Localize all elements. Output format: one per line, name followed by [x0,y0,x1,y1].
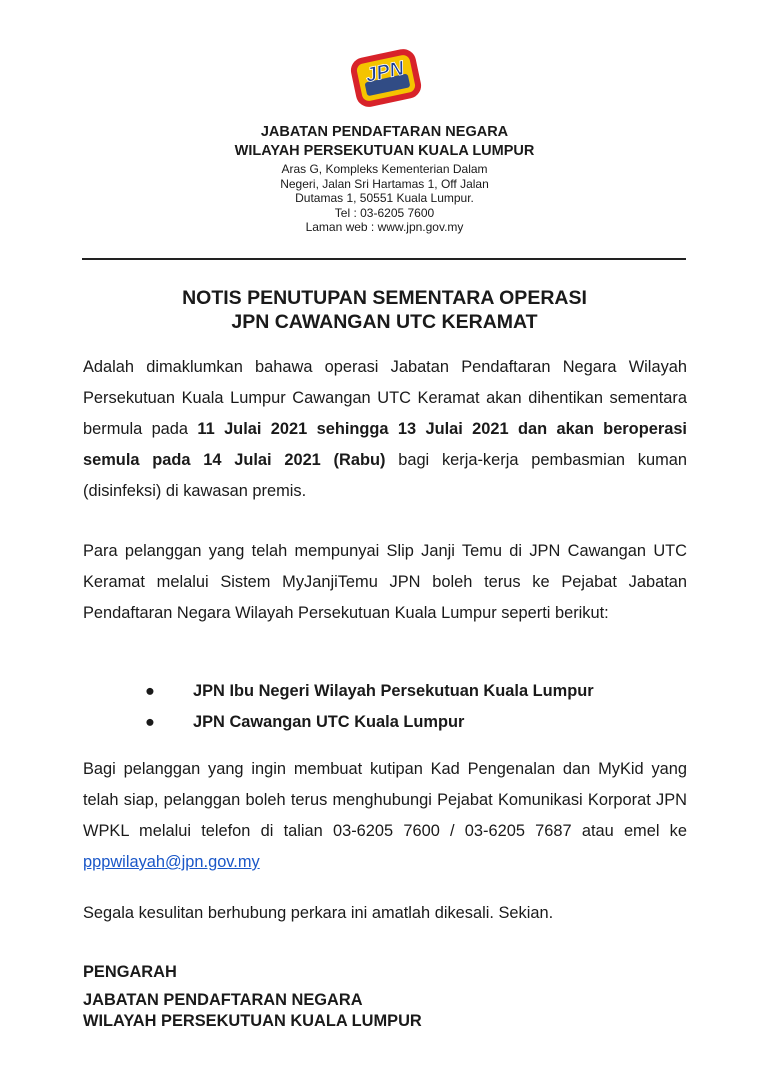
jpn-logo [346,40,426,116]
address-website: Laman web : www.jpn.gov.my [305,220,464,235]
paragraph-contact [83,754,687,878]
notice-title-line2: JPN CAWANGAN UTC KERAMAT [231,311,538,333]
org-name-line2: WILAYAH PERSEKUTUAN KUALA LUMPUR [234,143,535,159]
list-item-label: JPN Cawangan UTC Kuala Lumpur [193,713,465,731]
address-line: Aras G, Kompleks Kementerian Dalam [281,162,488,176]
address-block [0,162,769,235]
closure-dates: 11 Julai 2021 sehingga 13 Julai 2021 dan akan beroperasi semula pada 14 Julai 2021 (Rabu) [83,420,687,469]
paragraph-closure [83,352,687,507]
email-link[interactable]: pppwilayah@jpn.gov.my [83,853,260,871]
signature-org-line2: WILAYAH PERSEKUTUAN KUALA LUMPUR [83,1012,422,1030]
list-item-label: JPN Ibu Negeri Wilayah Persekutuan Kuala Lumpur [193,682,594,700]
org-name-line1: JABATAN PENDAFTARAN NEGARA [260,124,509,140]
list-item [83,707,687,738]
contact-text: Bagi pelanggan yang ingin membuat kutipan Kad Pengenalan dan MyKid yang telah siap, pelanggan boleh terus menghubungi Pejabat Komunikasi Korporat JPN WPKL melalui telefon di talian 03-6205 7600 / 03-6205 7687 atau emel ke [83,760,687,840]
address-line: Negeri, Jalan Sri Hartamas 1, Off Jalan [280,176,489,191]
bullet-icon: ● [145,713,155,731]
notice-title [0,286,769,334]
address-telephone: Tel : 03-6205 7600 [334,205,435,220]
signature-org-line1: JABATAN PENDAFTARAN NEGARA [83,991,363,1009]
header-divider [82,258,686,260]
list-item [83,676,687,707]
svg-text:JPN: JPN [363,57,407,87]
address-line: Dutamas 1, 50551 Kuala Lumpur. [295,191,474,206]
closure-text-b: bagi kerja-kerja pembasmian kuman (disinfeksi) di kawasan premis. [83,451,688,500]
notice-title-line1: NOTIS PENUTUPAN SEMENTARA OPERASI [182,287,587,309]
paragraph-apology: Segala kesulitan berhubung perkara ini amatlah dikesali. Sekian. [83,904,554,922]
paragraph-appointments: Para pelanggan yang telah mempunyai Slip Janji Temu di JPN Cawangan UTC Keramat melalui Sistem MyJanjiTemu JPN boleh terus ke Pejabat Jabatan Pendaftaran Negara Wilayah Persekutuan Kuala Lumpur seperti berikut: [83,542,687,622]
office-list [83,676,687,738]
closure-text-a: Adalah dimaklumkan bahawa operasi Jabatan Pendaftaran Negara Wilayah Persekutuan Kuala Lumpur Cawangan UTC Keramat akan dihentikan sementara bermula pada [83,358,687,438]
signature-role: PENGARAH [83,963,177,981]
bullet-icon: ● [145,682,155,700]
